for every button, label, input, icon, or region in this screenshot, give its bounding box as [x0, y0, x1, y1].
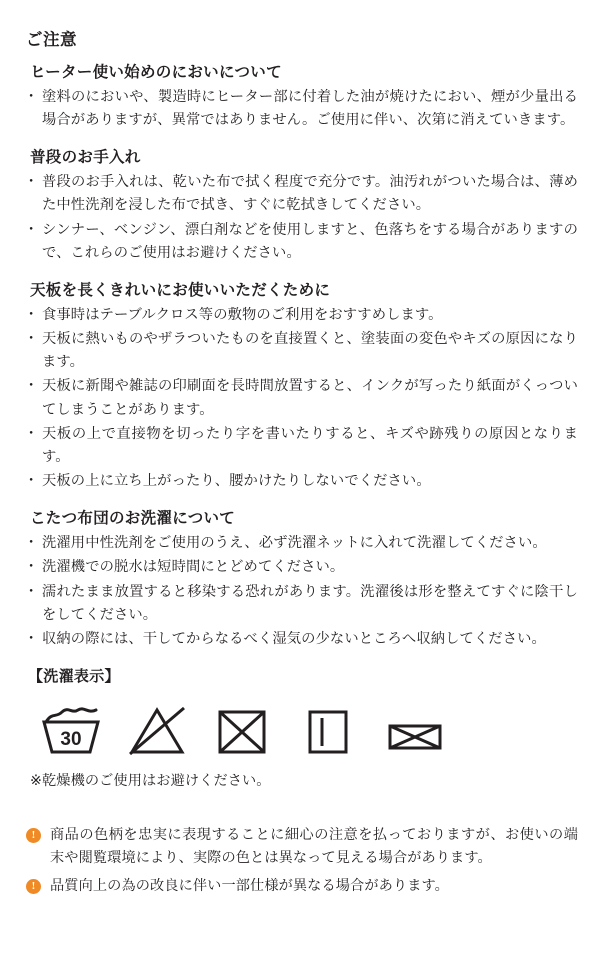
- list-item: ・ 天板に熱いものやザラついたものを直接置くと、塗装面の変色やキズの原因になります。: [26, 328, 578, 374]
- section-heading: こたつ布団のお洗濯について: [30, 510, 236, 528]
- section-bullet-list: [26, 86, 578, 132]
- section-heading: ヒーター使い始めのにおいについて: [30, 64, 282, 81]
- list-item: ・ 洗濯用中性洗剤をご使用のうえ、必ず洗濯ネットに入れて洗濯してください。: [26, 532, 578, 555]
- no-tumble-dry-icon: [210, 700, 276, 758]
- list-item: ・ シンナー、ベンジン、漂白剤などを使用しますと、色落ちをする場合がありますので、これらのご使用はお避けください。: [26, 219, 578, 265]
- section-daily-care: [26, 145, 578, 265]
- list-item: ・ 洗濯機での脱水は短時間にとどめてください。: [26, 556, 578, 579]
- footer-note-text: 品質向上の為の改良に伴い一部仕様が異なる場合があります。: [50, 877, 449, 894]
- section-bullet-list: [26, 304, 578, 493]
- drip-dry-in-shade-icon: [296, 700, 362, 758]
- wash-temperature-text: 30: [60, 728, 82, 750]
- washing-label-note: ※乾燥機のご使用はお避けください。: [30, 772, 271, 789]
- washing-symbols-row: [26, 692, 578, 764]
- exclamation-icon: !: [26, 828, 41, 843]
- wash-tub-30-icon: [38, 700, 104, 758]
- exclamation-icon: !: [26, 879, 41, 894]
- section-heater-odor: [26, 60, 578, 132]
- list-item: ・ 収納の際には、干してからなるべく湿気の少ないところへ収納してください。: [26, 628, 578, 651]
- footer-note: [26, 824, 578, 870]
- section-tabletop-care: [26, 278, 578, 493]
- section-futon-washing: [26, 506, 578, 651]
- washing-label-title: 【洗濯表示】: [28, 667, 120, 685]
- footer-notes: [26, 816, 578, 898]
- section-heading: 普段のお手入れ: [30, 149, 141, 167]
- list-item: ・ 食事時はテーブルクロス等の敷物のご利用をおすすめします。: [26, 304, 578, 327]
- section-heading: 天板を長くきれいにお使いいただくために: [30, 281, 331, 299]
- no-wringing-icon: [382, 700, 448, 758]
- list-item: ・ 天板の上に立ち上がったり、腰かけたりしないでください。: [26, 470, 578, 493]
- footer-note-text: 商品の色柄を忠実に表現することに細心の注意を払っておりますが、お使いの端末や閲覧環境により、実際の色とは異なって見える場合があります。: [50, 826, 578, 866]
- section-bullet-list: [26, 532, 578, 651]
- footer-note: [26, 875, 578, 898]
- list-item: ・ 濡れたまま放置すると移染する恐れがあります。洗濯後は形を整えてすぐに陰干しをしてください。: [26, 581, 578, 627]
- section-bullet-list: [26, 171, 578, 265]
- page-title: ご注意: [26, 31, 77, 49]
- list-item: ・ 天板の上で直接物を切ったり字を書いたりすると、キズや跡残りの原因となります。: [26, 423, 578, 469]
- washing-label-block: [26, 665, 578, 790]
- list-item: ・ 普段のお手入れは、乾いた布で拭く程度で充分です。油汚れがついた場合は、薄めた中性洗剤を浸した布で拭き、すぐに乾拭きしてください。: [26, 171, 578, 217]
- no-bleach-triangle-icon: [124, 700, 190, 758]
- list-item: ・ 天板に新聞や雑誌の印刷面を長時間放置すると、インクが写ったり紙面がくっついてしまうことがあります。: [26, 375, 578, 421]
- list-item: ・ 塗料のにおいや、製造時にヒーター部に付着した油が焼けたにおい、煙が少量出る場合がありますが、異常ではありません。ご使用に伴い、次第に消えていきます。: [26, 86, 578, 132]
